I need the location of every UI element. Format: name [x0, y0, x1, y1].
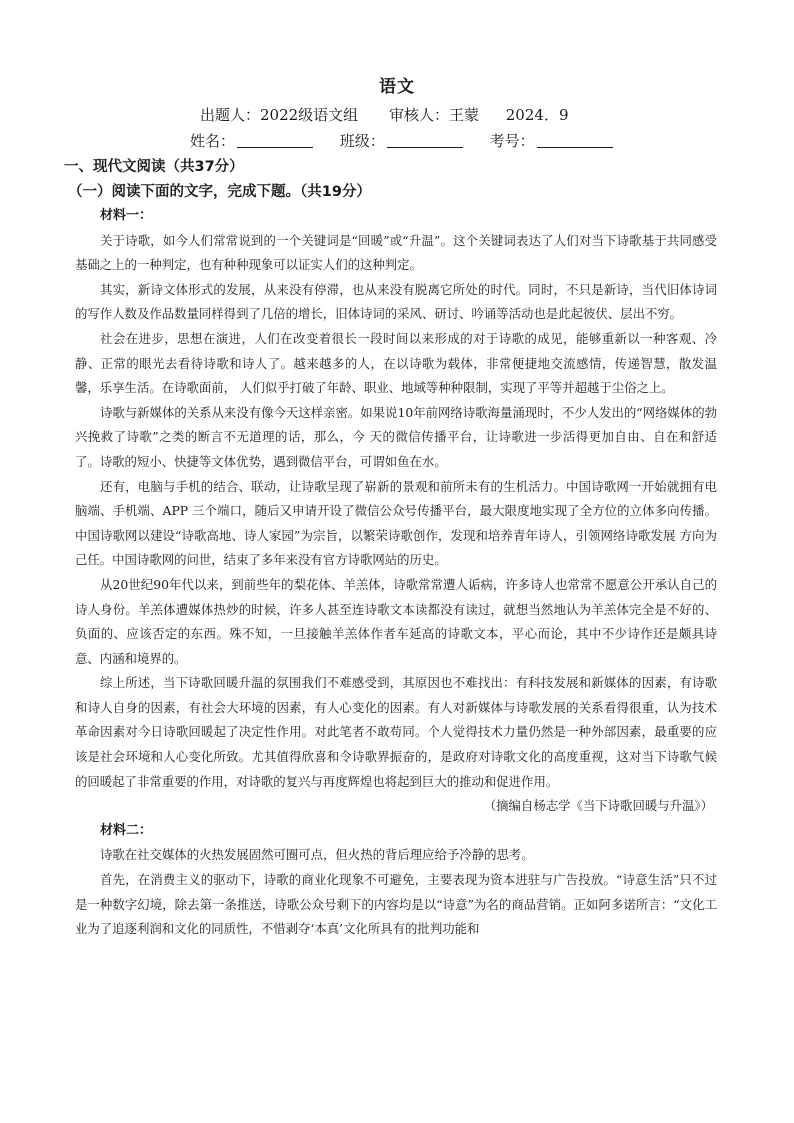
name-label: 姓名：	[190, 132, 236, 150]
paragraph: 诗歌与新媒体的关系从来没有像今天这样亲密。如果说10年前网络诗歌海量涌现时，不少人发出的“网络媒体的勃兴挽救了诗歌”之类的断言不无道理的话，那么，今 天的微信传播平台，让诗歌进一步活得更加自由、自在和舒适了。诗歌的短小、快捷等文体优势，遇到微信平台，可谓如鱼在水。	[75, 404, 717, 469]
section-heading: 一、现代文阅读（共37分）	[64, 159, 244, 175]
paragraph: 诗歌在社交媒体的火热发展固然可圈可点，但火热的背后理应给予冷静的思考。	[100, 847, 534, 863]
material-label: 材料一：	[100, 208, 153, 223]
exam-number-field	[490, 130, 613, 151]
paragraph: 综上所述，当下诗歌回暖升温的氛围我们不难感受到，其原因也不难找出：有科技发展和新媒体的因素，有诗歌和诗人自身的因素，有社会大环境的因素，有人心变化的因素。有人对新媒体与诗歌发展的关系看得很重，认为技术革命因素对今日诗歌回暖起了决定性作用。对此笔者不敢苟同。个人觉得技术力量仍然是一种外部因素，最重要的应该是社会环境和人心变化所致。尤其值得欣喜和令诗歌界振奋的，是政府对诗歌文化的高度重视，这对当下诗歌气候的回暖起了非常重要的作用，对诗歌的复兴与再度辉煌也将起到巨大的推动和促进作用。	[75, 675, 717, 789]
exam-number-label: 考号：	[489, 132, 535, 150]
paragraph: 从20世纪90年代以来，到前些年的梨花体、羊羔体，诗歌常常遭人诟病，许多诗人也常常不愿意公开承认自己的诗人身份。羊羔体遭媒体热炒的时候，许多人甚至连诗歌文本读都没有读过，就想当然地认为羊羔体完全是不好的、负面的、应该否定的东西。殊不知，一旦接触羊羔体作者车延高的诗歌文本，平心而论，其中不少诗作还是颇具诗意、内涵和境界的。	[75, 576, 717, 666]
exam-number-blank[interactable]	[537, 133, 613, 148]
reading-passage	[75, 204, 717, 942]
source-citation: （摘编自杨志学《当下诗歌回暖与升温》）	[483, 798, 713, 814]
paragraph: 还有，电脑与手机的结合、联动，让诗歌呈现了崭新的景观和前所未有的生机活力。中国诗歌网一开始就拥有电脑端、手机端、APP 三个端口，随后又申请开设了微信公众号传播平台，最大限度地实现了全方位的立体多向传播。中国诗歌网以建设“诗歌高地、诗人家园”为宗旨，以繁荣诗歌创作，发现和培养青年诗人，引领网络诗歌发展 方向为己任。中国诗歌网的问世，结束了多年来没有官方诗歌网站的历史。	[75, 478, 717, 568]
class-label: 班级：	[339, 132, 385, 150]
student-info-fields	[190, 130, 635, 151]
class-blank[interactable]	[387, 133, 463, 148]
material-label: 材料二：	[100, 822, 153, 838]
paragraph: 其实，新诗文体形式的发展，从来没有停滞，也从来没有脱离它所处的时代。同时，不只是新诗，当代旧体诗词的写作人数及作品数量同样得到了几倍的增长，旧体诗词的采风、研讨、吟诵等活动也是此起彼伏、层出不穷。	[75, 281, 717, 322]
name-blank[interactable]	[237, 133, 313, 148]
date-text: 2024．9	[505, 106, 569, 124]
exam-meta	[200, 104, 630, 125]
name-field	[190, 130, 313, 151]
paragraph: 首先，在消费主义的驱动下，诗歌的商业化现象不可避免，主要表现为资本进驻与广告投放。“诗意生活”只不过是一种数字幻境，除去第一条推送，诗歌公众号剩下的内容均是以“诗意”为名的商品营销。正如阿多诺所言：“文化工业为了追逐利润和文化的同质性，不惜剥夺‘本真’文化所具有的批判功能和	[75, 872, 717, 937]
page-title: 语文	[379, 77, 415, 97]
paragraph: 关于诗歌，如今人们常常说到的一个关键词是“回暖”或“升温”。这个关键词表达了人们对当下诗歌基于共同感受基础之上的一种判定，也有种种现象可以证实人们的这种判定。	[75, 232, 717, 273]
paragraph: 社会在进步，思想在演进，人们在改变着很长一段时间以来形成的对于诗歌的成见，能够重新以一种客观、冷静、正常的眼光去看待诗歌和诗人了。越来越多的人，在以诗歌为载体，非常便捷地交流感情，传递智慧，散发温馨，乐享生活。在诗歌面前， 人们似乎打破了年龄、职业、地域等种种限制，实现了平等并超越于尘俗之上。	[75, 330, 717, 396]
class-field	[340, 130, 463, 151]
setter-text: 出题人：2022级语文组	[200, 106, 359, 124]
subsection-heading: （一）阅读下面的文字，完成下题。（共19分）	[68, 184, 371, 200]
reviewer-text: 审核人：王蒙	[388, 106, 479, 124]
